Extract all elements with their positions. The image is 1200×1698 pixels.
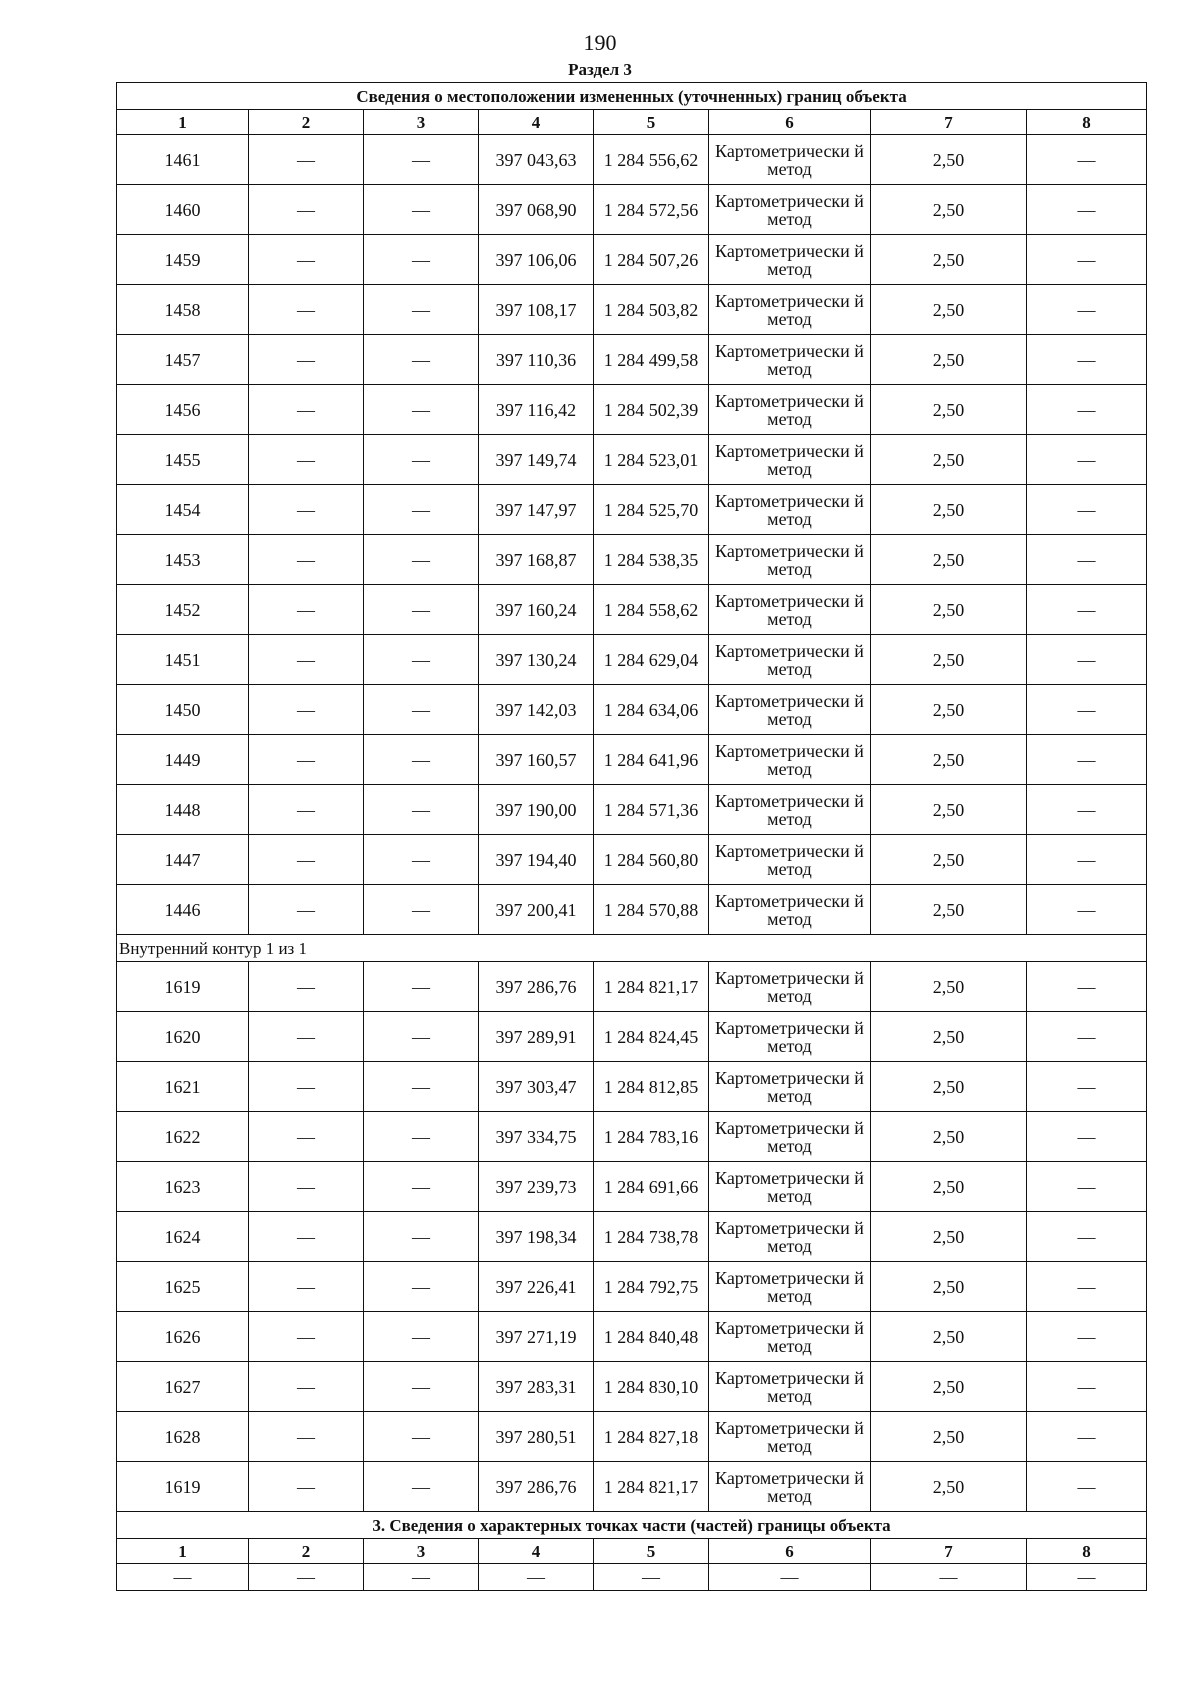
table-cell: —: [364, 835, 479, 885]
table-cell: —: [1027, 235, 1147, 285]
table-cell: —: [1027, 1062, 1147, 1112]
table-cell: 1 284 558,62: [594, 585, 709, 635]
table-cell: —: [249, 335, 364, 385]
table-cell: —: [364, 335, 479, 385]
table-title: Сведения о местоположении измененных (уточненных) границ объекта: [117, 83, 1147, 110]
table-row: [117, 285, 1147, 335]
table-cell: —: [1027, 535, 1147, 585]
table-cell: 2,50: [871, 1262, 1027, 1312]
table-cell: —: [364, 685, 479, 735]
table-cell: 397 200,41: [479, 885, 594, 935]
table-cell: 1461: [117, 135, 249, 185]
table-cell: —: [249, 1012, 364, 1062]
table-cell: 397 190,00: [479, 785, 594, 835]
table-cell: —: [364, 1112, 479, 1162]
table-row: [117, 585, 1147, 635]
table-cell: 2,50: [871, 785, 1027, 835]
table-cell: Картометрически й метод: [709, 735, 871, 785]
table-cell: Картометрически й метод: [709, 835, 871, 885]
table-cell: 1458: [117, 285, 249, 335]
table-cell: —: [249, 435, 364, 485]
table-cell: —: [364, 635, 479, 685]
table-cell: 397 160,57: [479, 735, 594, 785]
table-cell: —: [364, 1212, 479, 1262]
table-cell: —: [249, 835, 364, 885]
table-cell: —: [709, 1564, 871, 1591]
table-cell: —: [249, 1062, 364, 1112]
table-cell: —: [479, 1564, 594, 1591]
table-cell: Картометрически й метод: [709, 535, 871, 585]
inner-contour-row: [117, 935, 1147, 962]
table-cell: 2,50: [871, 1412, 1027, 1462]
table-cell: 2,50: [871, 1162, 1027, 1212]
table-cell: Картометрически й метод: [709, 1462, 871, 1512]
table-cell: 397 108,17: [479, 285, 594, 335]
table-cell: —: [249, 185, 364, 235]
column-header: 4: [479, 110, 594, 135]
table-cell: —: [1027, 635, 1147, 685]
table-cell: —: [1027, 585, 1147, 635]
table-cell: 1622: [117, 1112, 249, 1162]
table-cell: 2,50: [871, 535, 1027, 585]
table-cell: —: [249, 385, 364, 435]
table-cell: 1 284 812,85: [594, 1062, 709, 1112]
table-cell: 1459: [117, 235, 249, 285]
table-cell: 397 116,42: [479, 385, 594, 435]
table-cell: Картометрически й метод: [709, 1062, 871, 1112]
table-cell: —: [364, 1312, 479, 1362]
table-cell: 2,50: [871, 835, 1027, 885]
table-cell: 1619: [117, 1462, 249, 1512]
table-cell: Картометрически й метод: [709, 335, 871, 385]
table-row: [117, 135, 1147, 185]
table-cell: —: [249, 735, 364, 785]
table-cell: 397 106,06: [479, 235, 594, 285]
table-cell: 1 284 503,82: [594, 285, 709, 335]
table-cell: Картометрически й метод: [709, 385, 871, 435]
column-header: 1: [117, 110, 249, 135]
table-cell: 397 239,73: [479, 1162, 594, 1212]
table-cell: —: [249, 135, 364, 185]
table-cell: Картометрически й метод: [709, 785, 871, 835]
table-row: [117, 962, 1147, 1012]
table-row: [117, 435, 1147, 485]
table-cell: 1 284 502,39: [594, 385, 709, 435]
table-row: [117, 335, 1147, 385]
table-cell: Картометрически й метод: [709, 885, 871, 935]
table-cell: 1460: [117, 185, 249, 235]
table-cell: —: [249, 1564, 364, 1591]
table-cell: —: [1027, 1112, 1147, 1162]
table-cell: —: [1027, 285, 1147, 335]
table-row: [117, 235, 1147, 285]
table-cell: Картометрически й метод: [709, 1412, 871, 1462]
table-row: [117, 1012, 1147, 1062]
table-cell: —: [364, 235, 479, 285]
table-cell: —: [1027, 435, 1147, 485]
table-cell: 1 284 641,96: [594, 735, 709, 785]
table-cell: 1 284 830,10: [594, 1362, 709, 1412]
table-cell: 1 284 507,26: [594, 235, 709, 285]
table-cell: 1453: [117, 535, 249, 585]
table-cell: Картометрически й метод: [709, 1012, 871, 1062]
page-number: 190: [583, 30, 617, 55]
table-row: [117, 1564, 1147, 1591]
table-cell: 2,50: [871, 335, 1027, 385]
table-cell: 1457: [117, 335, 249, 385]
table-cell: Картометрически й метод: [709, 1312, 871, 1362]
table-cell: —: [249, 1112, 364, 1162]
table-cell: 397 130,24: [479, 635, 594, 685]
table-cell: 1 284 572,56: [594, 185, 709, 235]
table-cell: 2,50: [871, 435, 1027, 485]
table-cell: —: [1027, 885, 1147, 935]
table-cell: —: [364, 535, 479, 585]
table-cell: 397 280,51: [479, 1412, 594, 1462]
table-cell: 1626: [117, 1312, 249, 1362]
table-cell: —: [249, 485, 364, 535]
table-cell: 1447: [117, 835, 249, 885]
table-row: [117, 1062, 1147, 1112]
table-cell: —: [364, 785, 479, 835]
table-cell: Картометрически й метод: [709, 685, 871, 735]
table-row: [117, 185, 1147, 235]
table-cell: 397 283,31: [479, 1362, 594, 1412]
table-cell: —: [364, 1012, 479, 1062]
table-row: [117, 735, 1147, 785]
table-row: [117, 1112, 1147, 1162]
table-cell: —: [364, 1564, 479, 1591]
table-cell: 1 284 556,62: [594, 135, 709, 185]
table-cell: 2,50: [871, 1312, 1027, 1362]
table-row: [117, 1312, 1147, 1362]
column-header: 5: [594, 110, 709, 135]
table-row: [117, 635, 1147, 685]
table-cell: —: [364, 185, 479, 235]
table-cell: Картометрически й метод: [709, 635, 871, 685]
column-header: 2: [249, 110, 364, 135]
column-header: 6: [709, 1539, 871, 1564]
table-cell: 1625: [117, 1262, 249, 1312]
table-cell: —: [364, 385, 479, 435]
table-cell: —: [1027, 735, 1147, 785]
table-cell: —: [364, 585, 479, 635]
table-cell: 397 147,97: [479, 485, 594, 535]
table-row: [117, 1462, 1147, 1512]
table-cell: —: [1027, 835, 1147, 885]
table-cell: 1448: [117, 785, 249, 835]
table-cell: 1451: [117, 635, 249, 685]
table-cell: —: [249, 1162, 364, 1212]
table-cell: —: [249, 785, 364, 835]
table-cell: 397 271,19: [479, 1312, 594, 1362]
table-cell: —: [249, 685, 364, 735]
table-cell: 2,50: [871, 735, 1027, 785]
column-header: 8: [1027, 1539, 1147, 1564]
table-cell: 397 160,24: [479, 585, 594, 635]
column-header: 2: [249, 1539, 364, 1564]
column-header-row: [117, 110, 1147, 135]
table-cell: —: [594, 1564, 709, 1591]
table-cell: —: [871, 1564, 1027, 1591]
table-row: [117, 535, 1147, 585]
table-cell: 1 284 783,16: [594, 1112, 709, 1162]
table-cell: —: [1027, 1212, 1147, 1262]
table-row: [117, 835, 1147, 885]
table-cell: 1 284 634,06: [594, 685, 709, 735]
table-cell: 1 284 792,75: [594, 1262, 709, 1312]
table-cell: —: [249, 285, 364, 335]
parts-title: 3. Сведения о характерных точках части (частей) границы объекта: [117, 1512, 1147, 1539]
column-header: 6: [709, 110, 871, 135]
table-cell: 1450: [117, 685, 249, 735]
table-cell: 397 286,76: [479, 962, 594, 1012]
table-cell: 1 284 691,66: [594, 1162, 709, 1212]
section-label: Раздел 3: [568, 60, 632, 79]
table-cell: Картометрически й метод: [709, 1162, 871, 1212]
table-cell: 2,50: [871, 1362, 1027, 1412]
table-cell: 2,50: [871, 962, 1027, 1012]
column-header: 8: [1027, 110, 1147, 135]
table-cell: 2,50: [871, 885, 1027, 935]
table-cell: 1619: [117, 962, 249, 1012]
table-cell: —: [249, 885, 364, 935]
column-header: 7: [871, 1539, 1027, 1564]
table-cell: 2,50: [871, 185, 1027, 235]
table-cell: —: [1027, 1412, 1147, 1462]
table-cell: Картометрически й метод: [709, 585, 871, 635]
table-cell: 2,50: [871, 1062, 1027, 1112]
table-cell: 2,50: [871, 635, 1027, 685]
table-cell: —: [249, 1262, 364, 1312]
table-cell: 1 284 523,01: [594, 435, 709, 485]
table-cell: 1628: [117, 1412, 249, 1462]
table-cell: 2,50: [871, 285, 1027, 335]
table-cell: Картометрически й метод: [709, 1362, 871, 1412]
table-row: [117, 1362, 1147, 1412]
table-cell: —: [364, 1262, 479, 1312]
parts-column-header-row: [117, 1539, 1147, 1564]
table-row: [117, 685, 1147, 735]
table-cell: 397 226,41: [479, 1262, 594, 1312]
table-cell: —: [1027, 685, 1147, 735]
column-header: 3: [364, 1539, 479, 1564]
table-cell: 1 284 560,80: [594, 835, 709, 885]
table-cell: —: [364, 1412, 479, 1462]
table-cell: Картометрически й метод: [709, 185, 871, 235]
table-title-row: [117, 83, 1147, 110]
table-cell: 1 284 571,36: [594, 785, 709, 835]
table-cell: 397 068,90: [479, 185, 594, 235]
table-row: [117, 785, 1147, 835]
table-cell: 1 284 827,18: [594, 1412, 709, 1462]
table-cell: —: [249, 585, 364, 635]
table-body: [117, 83, 1147, 1591]
table-cell: Картометрически й метод: [709, 962, 871, 1012]
boundary-points-table: [116, 82, 1147, 1591]
table-cell: —: [1027, 135, 1147, 185]
table-cell: 1456: [117, 385, 249, 435]
table-cell: —: [364, 885, 479, 935]
table-cell: —: [1027, 1012, 1147, 1062]
table-cell: Картометрически й метод: [709, 1112, 871, 1162]
column-header: 3: [364, 110, 479, 135]
table-cell: —: [364, 962, 479, 1012]
table-cell: 2,50: [871, 135, 1027, 185]
parts-title-row: [117, 1512, 1147, 1539]
table-cell: —: [249, 535, 364, 585]
column-header: 1: [117, 1539, 249, 1564]
table-cell: —: [1027, 335, 1147, 385]
table-cell: 1 284 821,17: [594, 962, 709, 1012]
table-cell: 1620: [117, 1012, 249, 1062]
table-cell: —: [249, 1412, 364, 1462]
table-cell: —: [1027, 1312, 1147, 1362]
table-cell: 397 289,91: [479, 1012, 594, 1062]
table-cell: 1 284 570,88: [594, 885, 709, 935]
table-cell: Картометрически й метод: [709, 285, 871, 335]
table-cell: 1 284 738,78: [594, 1212, 709, 1262]
table-cell: —: [1027, 185, 1147, 235]
table-cell: 1 284 538,35: [594, 535, 709, 585]
table-cell: —: [1027, 1262, 1147, 1312]
table-cell: —: [364, 285, 479, 335]
table-cell: 2,50: [871, 485, 1027, 535]
table-cell: 397 149,74: [479, 435, 594, 485]
table-cell: 1449: [117, 735, 249, 785]
table-cell: —: [249, 962, 364, 1012]
table-cell: 1624: [117, 1212, 249, 1262]
table-cell: —: [1027, 1362, 1147, 1412]
table-cell: 1 284 525,70: [594, 485, 709, 535]
table-cell: —: [364, 1062, 479, 1112]
table-cell: 397 198,34: [479, 1212, 594, 1262]
table-cell: —: [249, 1212, 364, 1262]
table-row: [117, 385, 1147, 435]
table-row: [117, 1412, 1147, 1462]
table-cell: 1446: [117, 885, 249, 935]
table-cell: —: [364, 1362, 479, 1412]
table-row: [117, 1162, 1147, 1212]
table-cell: 2,50: [871, 1212, 1027, 1262]
table-cell: 397 043,63: [479, 135, 594, 185]
table-cell: —: [364, 135, 479, 185]
table-cell: 1627: [117, 1362, 249, 1412]
table-cell: 1621: [117, 1062, 249, 1112]
table-cell: 397 286,76: [479, 1462, 594, 1512]
table-cell: 2,50: [871, 685, 1027, 735]
table-cell: Картометрически й метод: [709, 1212, 871, 1262]
table-cell: —: [364, 735, 479, 785]
column-header: 7: [871, 110, 1027, 135]
table-cell: —: [249, 1312, 364, 1362]
table-cell: 1 284 821,17: [594, 1462, 709, 1512]
table-cell: —: [1027, 385, 1147, 435]
table-cell: Картометрически й метод: [709, 1262, 871, 1312]
table-cell: 2,50: [871, 585, 1027, 635]
table-cell: —: [249, 235, 364, 285]
table-cell: 1454: [117, 485, 249, 535]
table-cell: —: [117, 1564, 249, 1591]
table-cell: —: [364, 1462, 479, 1512]
table-cell: 397 334,75: [479, 1112, 594, 1162]
table-cell: 397 303,47: [479, 1062, 594, 1112]
table-cell: 397 110,36: [479, 335, 594, 385]
table-cell: —: [364, 485, 479, 535]
table-cell: 397 194,40: [479, 835, 594, 885]
table-cell: 397 142,03: [479, 685, 594, 735]
table-cell: Картометрически й метод: [709, 235, 871, 285]
table-cell: 2,50: [871, 1012, 1027, 1062]
table-row: [117, 885, 1147, 935]
table-row: [117, 485, 1147, 535]
table-cell: 2,50: [871, 235, 1027, 285]
table-row: [117, 1262, 1147, 1312]
table-cell: —: [1027, 962, 1147, 1012]
table-cell: —: [249, 1362, 364, 1412]
table-cell: —: [1027, 1162, 1147, 1212]
table-cell: —: [1027, 1564, 1147, 1591]
table-cell: Картометрически й метод: [709, 485, 871, 535]
table-cell: 1 284 840,48: [594, 1312, 709, 1362]
inner-contour-label: Внутренний контур 1 из 1: [117, 935, 1147, 962]
table-cell: 2,50: [871, 1112, 1027, 1162]
table-cell: —: [249, 635, 364, 685]
table-cell: —: [364, 1162, 479, 1212]
table-cell: 1 284 629,04: [594, 635, 709, 685]
table-cell: —: [1027, 785, 1147, 835]
table-cell: 1 284 824,45: [594, 1012, 709, 1062]
table-row: [117, 1212, 1147, 1262]
table-cell: Картометрически й метод: [709, 135, 871, 185]
table-cell: 2,50: [871, 1462, 1027, 1512]
table-cell: —: [249, 1462, 364, 1512]
table-cell: —: [364, 435, 479, 485]
table-cell: 1623: [117, 1162, 249, 1212]
table-cell: 397 168,87: [479, 535, 594, 585]
table-cell: 1 284 499,58: [594, 335, 709, 385]
table-cell: 2,50: [871, 385, 1027, 435]
table-cell: 1452: [117, 585, 249, 635]
column-header: 4: [479, 1539, 594, 1564]
table-cell: —: [1027, 1462, 1147, 1512]
table-cell: —: [1027, 485, 1147, 535]
table-cell: 1455: [117, 435, 249, 485]
table-cell: Картометрически й метод: [709, 435, 871, 485]
column-header: 5: [594, 1539, 709, 1564]
